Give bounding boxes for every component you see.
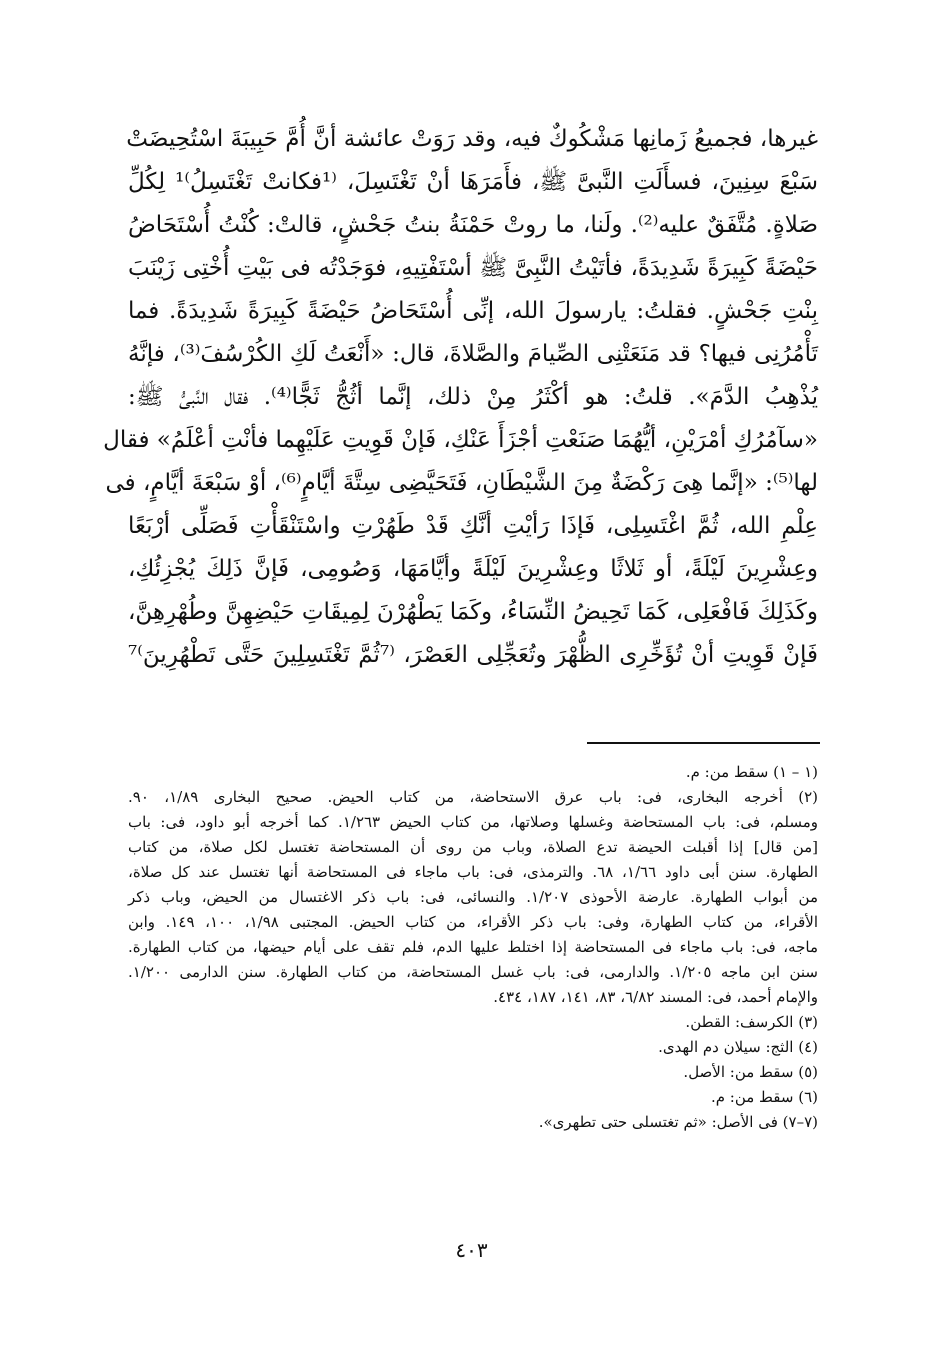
- main-text: [103, 118, 819, 677]
- page-number: ٤٠٣: [455, 1238, 488, 1262]
- footnote-line: (٥) سقط من: الأصل.: [683, 1063, 818, 1081]
- footnote-line: (٤) الثج: سيلان دم الهدى.: [658, 1038, 818, 1056]
- footnote-line: سنن ابن ماجه ١/٢٠٥. والدارمى، فى: باب غسل المستحاضة، من كتاب الطهارة. سنن الدارمى ١/٢٠٠.: [128, 963, 819, 981]
- footnote-line: الطهارة. سنن أبى داود ١/٦٦، ٦٨. والترمذى، فى: باب ماجاء فى المستحاضة أنها تغتسل عند كل صلاة،: [128, 863, 819, 881]
- text-line: بِنْتِ جَحْشٍ. فقلتُ: يارسولَ الله، إنِّى أُسْتَحَاضُ حَيْضَةً كَبِيرَةً شَدِيدَةً. فما: [128, 298, 818, 324]
- footnote-line: ماجه، فى: باب ماجاء فى المستحاضة إذا اختلط عليها الدم، فلم تقف على أيام حيضها، من كتاب الطهارة.: [128, 938, 818, 956]
- footnotes: [128, 760, 818, 1135]
- footnote-line: [من قال] إذا أقبلت الحيضة تدع الصلاة، وباب من روى أن المستحاضة تغتسل لكل صلاة، من كتاب: [128, 838, 818, 856]
- footnote-line: ومسلم، فى: باب المستحاضة وغسلها وصلاتها، من كتاب الحيض ١/٢٦٣. كما أخرجه أبو داود، فى: باب: [128, 813, 818, 831]
- text-line: فَإنْ قَوِيتِ أنْ تُؤَخِّرِى الظُّهْرَ وتُعَجِّلِى العَصْرَ، ⁽⁷ثُمَّ تَغْتَسِلِينَ حَتَّى تَطْهُرِينَ⁾⁷: [128, 642, 818, 668]
- footnote-line: (٧–٧) فى الأصل: «ثم تغتسلى حتى تطهرى».: [538, 1113, 818, 1131]
- text-line: عِلْمِ الله، ثُمَّ اغْتَسِلِى، فَإذَا رَأيْتِ أنَّكِ قَدْ طَهُرْتِ واسْتَنْقَأْتِ فَصَلِّى أرْبَعًا: [128, 513, 818, 539]
- footnote-line: (٦) سقط من: م.: [710, 1088, 818, 1106]
- text-line: لها⁽⁵⁾: «إنَّما هِىَ رَكْضَةٌ مِنَ الشَّيْطَانِ، فَتَحَيَّضِى سِتَّةَ أيَّامٍ⁽⁶⁾، أوْ سَبْعَةَ أيَّامٍ، فى: [105, 470, 818, 496]
- text-line: غيرها، فجميعُ زَمانِها مَشْكُوكٌ فيه، وقد رَوَتْ عائشة أنَّ أُمَّ حَبِيبَةَ اسْتُحِيضَتْ: [126, 126, 818, 152]
- text-line: صَلاةٍ. مُتَّفَقٌ عليه⁽²⁾. ولَنا، ما روتْ حَمْنَةُ بنتُ جَحْشٍ، قالتْ: كُنْتُ أُسْتَحَاضُ: [128, 212, 818, 238]
- text-line: حَيْضَةً كَبِيرَةً شَدِيدَةً، فأتَيْتُ النَّبِىَّ ﷺ أسْتَفْتِيهِ، فوَجَدْتُه فى بَيْتِ أُخْتِى زَيْنَبَ: [128, 255, 818, 281]
- text-line: وعِشْرِينَ لَيْلَةً، أو ثَلاثًا وعِشْرِينَ لَيْلَةً وأيَّامَهَا، وَصُومِى، فَإنَّ ذَلِكَ يُجْزِئُكِ،: [128, 556, 818, 582]
- text-line: وكَذَلِكَ فَافْعَلِى، كَمَا تَحِيضُ النِّسَاءُ، وكَمَا يَطْهُرْنَ لِمِيقَاتِ حَيْضِهِنَّ وطُهْرِهِنَّ،: [128, 599, 818, 625]
- text-line: سَبْعَ سِنِينَ، فسأَلَتِ النَّبىَّ ﷺ، فأَمَرَهَا أنْ تَغْتَسِلَ، ⁽¹فكانتْ تَغْتَسِلُ⁾¹ لِكُلِّ: [128, 169, 818, 195]
- footnote-separator: [587, 742, 820, 744]
- footnote-line: من أبواب الطهارة. عارضة الأحوذى ١/٢٠٧. والنسائى، فى: باب ذكر الاغتسال من الحيض، وباب ذكر: [128, 888, 818, 906]
- text-line: يُذْهِبُ الدَّمَ». قلتُ: هو أكْثَرُ مِنْ ذلك، إنَّما أثُجُّ ثَجًّا⁽⁴⁾. فقال النَّبىُّ ﷺ:: [128, 384, 819, 410]
- footnote-line: الأقراء، من كتاب الطهارة، وفى: باب ذكر الأقراء، من كتاب الحيض. المجتبى ١/٩٨، ١٠٠، ١٤٩. وابن: [128, 913, 819, 931]
- footnote-line: (١ – ١) سقط من: م.: [685, 763, 818, 781]
- text-line: «سآمُرُكِ أمْرَيْنِ، أيُّهُمَا صَنَعْتِ أجْزَأَ عَنْكِ، فَإنْ قَوِيتِ عَلَيْهِما فأنْتِ أعْلَمُ» فقال: [103, 427, 818, 453]
- footnote-line: (٣) الكرسف: القطن.: [685, 1013, 818, 1031]
- footnote-line: والإمام أحمد، فى: المسند ٦/٨٢، ٨٣، ١٤١، ١٨٧، ٤٣٤.: [493, 988, 818, 1006]
- footnote-line: (٢) أخرجه البخارى، فى: باب عرق الاستحاضة، من كتاب الحيض. صحيح البخارى ١/٨٩، ٩٠.: [128, 788, 818, 806]
- text-line: تَأْمُرُنِى فيها؟ قد مَنَعَتْنِى الصِّيامَ والصَّلاةَ، قال: «أَنْعَتُ لَكِ الكُرْسُفَ⁽³⁾، فإنَّهُ: [128, 341, 818, 367]
